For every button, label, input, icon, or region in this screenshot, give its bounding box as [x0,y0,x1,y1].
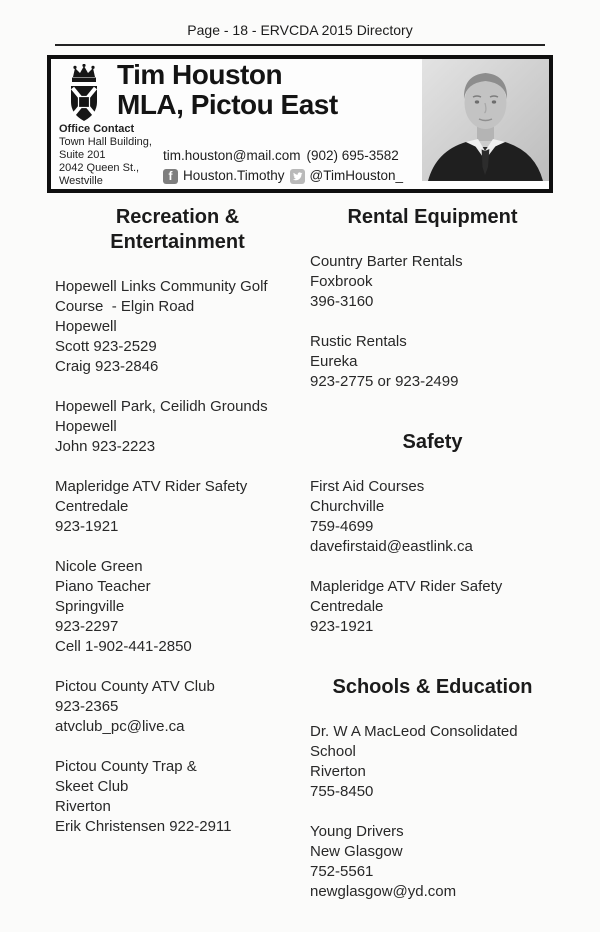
entry-line: Mapleridge ATV Rider Safety [55,478,248,495]
entry-line: davefirstaid@eastlink.ca [310,538,473,555]
directory-entry [310,822,555,902]
section-heading: Schools & Education [332,676,533,698]
section-heading: Recreation & Entertainment [110,206,245,253]
entry-line: 923-2775 or 923-2499 [310,373,459,390]
entry-line: School [310,743,356,760]
facebook-icon: f [163,169,178,184]
entry-line: newglasgow@yd.com [310,883,457,900]
directory-section [55,205,300,837]
entry-line: Scott 923-2529 [55,338,157,355]
email-address: tim.houston@mail.com [163,148,301,163]
entry-line: Mapleridge ATV Rider Safety [310,578,503,595]
entry-line: 755-8450 [310,783,374,800]
entry-line: Dr. W A MacLeod Consolidated [310,723,518,740]
directory-section [310,675,555,902]
directory-column [310,205,555,902]
entry-line: Course - Elgin Road [55,298,195,315]
directory-entry [310,477,555,557]
entry-line: John 923-2223 [55,438,156,455]
directory-section [310,430,555,637]
entry-line: Erik Christensen 922-2911 [55,818,232,835]
tim-houston-portrait [422,59,549,181]
ad-contact-block [163,147,403,185]
office-contact-block [59,123,152,188]
entry-line: Churchville [310,498,385,515]
entry-line: Young Drivers [310,823,404,840]
entry-line: Hopewell Park, Ceilidh Grounds [55,398,268,415]
directory-entry [310,252,555,312]
entry-line: Pictou County ATV Club [55,678,215,695]
entry-line: New Glasgow [310,843,403,860]
office-address-line: Town Hall Building, [59,136,152,148]
entry-line: atvclub_pc@live.ca [55,718,185,735]
entry-line: Springville [55,598,125,615]
directory-entry [310,577,555,637]
office-address [59,136,152,188]
ad-name-block [117,60,338,120]
header-divider [55,44,545,46]
entry-line: 396-3160 [310,293,374,310]
directory-entry [55,677,300,737]
entry-line: Centredale [55,498,129,515]
directory-section [310,205,555,392]
nova-scotia-crest-icon [61,64,107,124]
social-line [163,167,403,185]
entry-line: Rustic Rentals [310,333,407,350]
entry-line: 923-1921 [55,518,119,535]
office-address-line: 2042 Queen St., [59,162,140,174]
entry-line: Craig 923-2846 [55,358,159,375]
directory-entry [55,557,300,657]
entry-line: Riverton [310,763,366,780]
entry-line: 923-2297 [55,618,119,635]
ad-person-title: MLA, Pictou East [117,89,338,120]
office-address-line: Suite 201 [59,149,106,161]
entry-line: 752-5561 [310,863,374,880]
office-contact-label: Office Contact [59,123,135,135]
entry-line: Hopewell [55,318,117,335]
office-address-line: Westville [59,175,103,187]
entry-line: 923-1921 [310,618,374,635]
entry-line: Piano Teacher [55,578,151,595]
entry-line: Eureka [310,353,358,370]
section-heading: Safety [402,431,463,453]
twitter-handle: @TimHouston_ [309,168,404,183]
section-heading: Rental Equipment [347,206,518,228]
entry-line: Hopewell Links Community Golf [55,278,268,295]
directory-entry [310,722,555,802]
directory-entry [55,477,300,537]
entry-line: Pictou County Trap & [55,758,197,775]
entry-line: Cell 1-902-441-2850 [55,638,192,655]
directory-entry [310,332,555,392]
directory-entry [55,397,300,457]
page-header: Page - 18 - ERVCDA 2015 Directory [187,22,413,38]
directory-entry [55,757,300,837]
email-phone-line [163,147,403,165]
entry-line: 923-2365 [55,698,119,715]
entry-line: Foxbrook [310,273,373,290]
directory-entry [55,277,300,377]
mla-advertisement [47,55,553,193]
entry-line: 759-4699 [310,518,374,535]
entry-line: Skeet Club [55,778,129,795]
twitter-icon [290,169,305,184]
phone-number: (902) 695-3582 [306,148,399,163]
facebook-handle: Houston.Timothy [183,168,285,183]
entry-line: Nicole Green [55,558,143,575]
directory-columns [0,193,600,932]
entry-line: First Aid Courses [310,478,425,495]
entry-line: Country Barter Rentals [310,253,463,270]
entry-line: Centredale [310,598,384,615]
ad-person-name: Tim Houston [117,59,283,90]
entry-line: Riverton [55,798,111,815]
entry-line: Hopewell [55,418,117,435]
directory-column [55,205,300,902]
